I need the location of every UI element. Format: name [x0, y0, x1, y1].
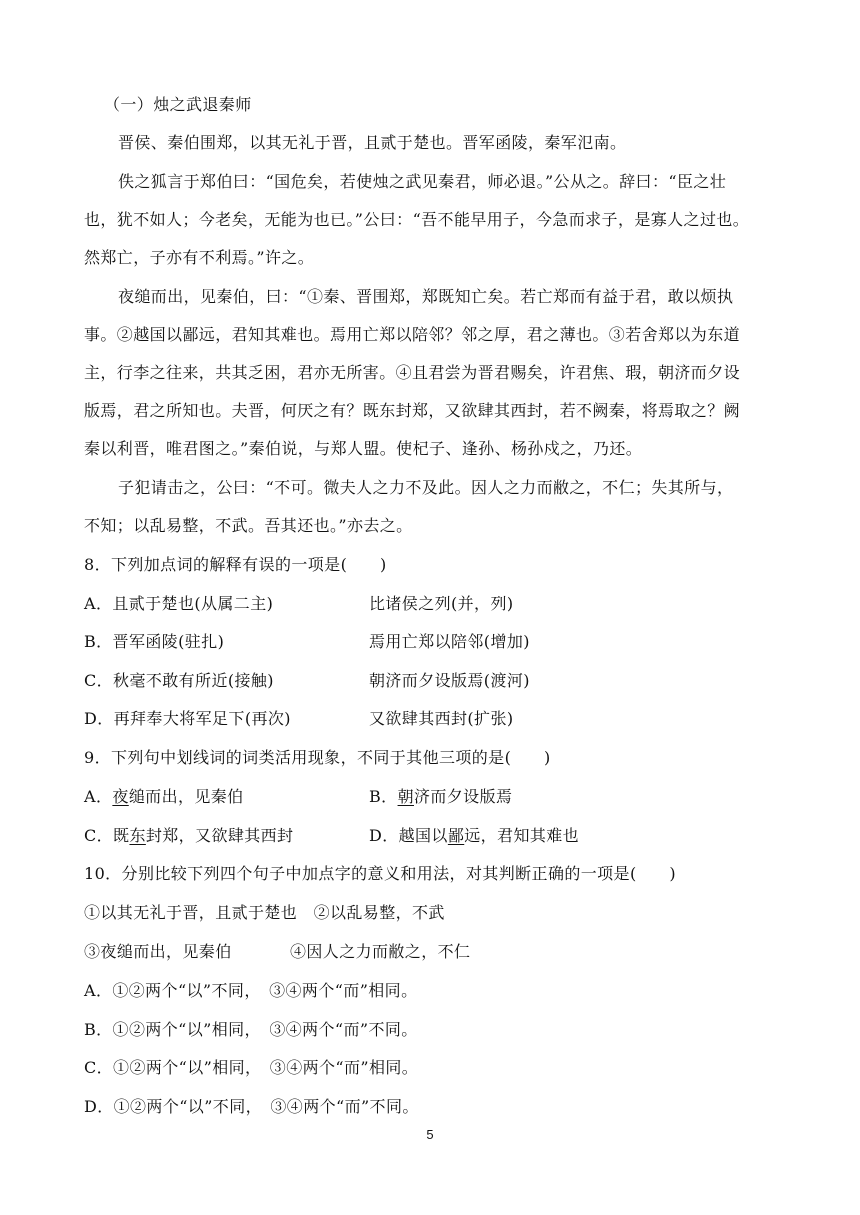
passage-line: 主，行李之往来，共其乏困，君亦无所害。④且君尝为晋君赐矣，许君焦、瑕，朝济而夕设	[84, 363, 741, 382]
underlined-word: 朝	[397, 787, 414, 806]
underlined-word: 鄙	[447, 826, 465, 845]
question-10-option-a: A．①②两个“以”不同， ③④两个“而”相同。	[84, 981, 418, 1000]
underlined-word: 东	[129, 826, 146, 845]
passage-line: 也，犹不如人；今老矣，无能为也已。”公曰：“吾不能早用子，今急而求子，是寡人之过也。	[84, 210, 750, 229]
question-10-option-d: D．①②两个“以”不同， ③④两个“而”不同。	[84, 1097, 419, 1116]
section-title: （一）烛之武退秦师	[104, 95, 252, 114]
question-10-stem: 10．分别比较下列四个句子中加点字的意义和用法，对其判断正确的一项是( )	[84, 864, 677, 883]
passage-line: 不知；以乱易整，不武。吾其还也。”亦去之。	[84, 516, 413, 535]
question-10-option-c: C．①②两个“以”相同， ③④两个“而”相同。	[84, 1058, 419, 1077]
question-8-stem: 8．下列加点词的解释有误的一项是( )	[84, 555, 387, 574]
passage-line: 佚之狐言于郑伯曰：“国危矣，若使烛之武见秦君，师必退。”公从之。辞曰：“臣之壮	[118, 172, 727, 191]
question-9-option-b: B．朝济而夕设版焉	[369, 787, 513, 806]
question-10-sentence-3: ③夜缒而出，见秦伯	[84, 942, 232, 961]
question-8-option-d-compare: 又欲肆其西封(扩张)	[369, 709, 514, 728]
question-10-sentence-4: ④因人之力而敝之，不仁	[290, 942, 471, 961]
passage-line: 然郑亡，子亦有不利焉。”许之。	[84, 248, 315, 267]
question-9-option-d: D．越国以鄙远，君知其难也	[369, 826, 580, 845]
question-8-option-a: A．且贰于楚也(从属二主)	[84, 594, 274, 613]
question-8-option-c: C．秋毫不敢有所近(接触)	[84, 671, 274, 690]
passage-line: 事。②越国以鄙远，君知其难也。焉用亡郑以陪邻？邻之厚，君之薄也。③若舍郑以为东道	[84, 325, 741, 344]
passage-line: 秦以利晋，唯君图之。”秦伯说，与郑人盟。使杞子、逢孙、杨孙戍之，乃还。	[84, 439, 643, 458]
question-8-option-c-compare: 朝济而夕设版焉(渡河)	[369, 671, 530, 690]
question-8-option-d: D．再拜奉大将军足下(再次)	[84, 709, 291, 728]
page-number: 5	[426, 1127, 434, 1142]
passage-line: 夜缒而出，见秦伯，曰：“①秦、晋围郑，郑既知亡矣。若亡郑而有益于君，敢以烦执	[118, 287, 734, 306]
question-9-option-c: C．既东封郑，又欲肆其西封	[84, 826, 294, 845]
question-9-option-a: A．夜缒而出，见秦伯	[84, 787, 244, 806]
passage-line: 子犯请击之，公曰：“不可。微夫人之力不及此。因人之力而敝之，不仁；失其所与，	[118, 478, 734, 497]
question-10-option-b: B．①②两个“以”相同， ③④两个“而”不同。	[84, 1020, 418, 1039]
question-8-option-b-compare: 焉用亡郑以陪邻(增加)	[369, 632, 530, 651]
question-8-option-b: B．晋军函陵(驻扎)	[84, 632, 225, 651]
question-8-option-a-compare: 比诸侯之列(并，列)	[369, 594, 514, 613]
question-9-stem: 9．下列句中划线词的词类活用现象，不同于其他三项的是( )	[84, 748, 551, 767]
passage-line: 晋侯、秦伯围郑，以其无礼于晋，且贰于楚也。晋军函陵，秦军氾南。	[118, 133, 627, 152]
underlined-word: 夜	[112, 787, 129, 806]
passage-line: 版焉，君之所知也。夫晋，何厌之有？既东封郑，又欲肆其西封，若不阙秦，将焉取之？阙	[84, 401, 741, 420]
question-10-sentences-1-2: ①以其无礼于晋，且贰于楚也 ②以乱易整，不武	[84, 903, 445, 922]
